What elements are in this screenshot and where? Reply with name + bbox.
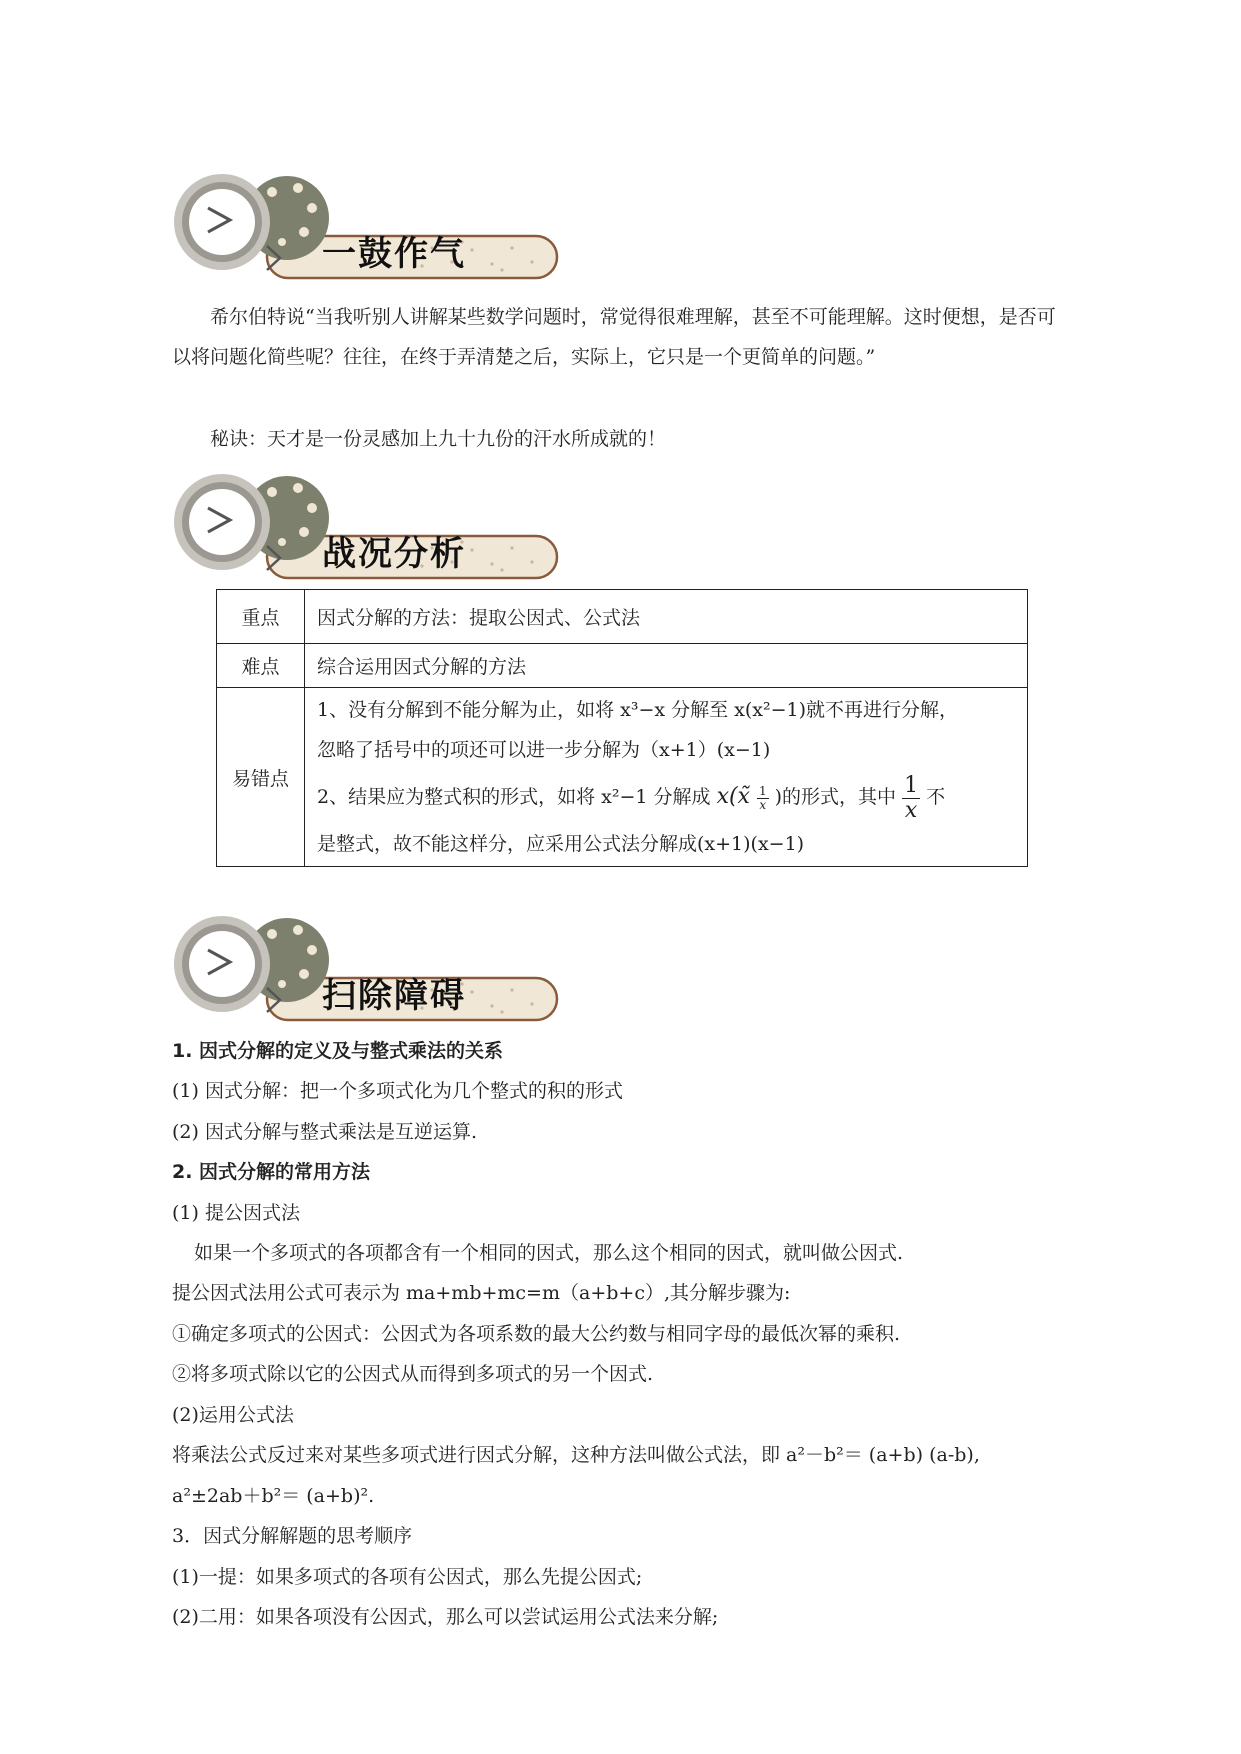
intro-quote: 希尔伯特说“当我听别人讲解某些数学问题时，常觉得很难理解，甚至不可能理解。这时便想，是否可以将问题化简些呢？往往，在终于弄清楚之后，实际上，它只是一个更简单的问题。”: [172, 306, 1056, 368]
table-key: 难点: [217, 644, 305, 688]
content-line: ①确定多项式的公因式：公因式为各项系数的最大公约数与相同字母的最低次幂的乘积.: [172, 1323, 901, 1345]
table-row: [217, 644, 1028, 688]
table-value: 因式分解的方法：提取公因式、公式法: [305, 590, 1028, 644]
analysis-table: [216, 589, 1028, 867]
content-line: (2)二用：如果各项没有公因式，那么可以尝试运用公式法来分解;: [172, 1606, 719, 1628]
content-line: (2) 因式分解与整式乘法是互逆运算.: [172, 1121, 477, 1143]
intro-motto: 秘诀：天才是一份灵感加上九十九份的汗水所成就的！: [210, 428, 667, 450]
mistake-line-4: 是整式，故不能这样分，应采用公式法分解成(x+1)(x−1): [317, 833, 805, 855]
content-line: (1)一提：如果多项式的各项有公因式，那么先提公因式;: [172, 1566, 643, 1588]
table-row: [217, 688, 1028, 867]
heading-2: 2. 因式分解的常用方法: [172, 1161, 371, 1183]
heading-1: 1. 因式分解的定义及与整式乘法的关系: [172, 1040, 504, 1062]
mistake-text: )的形式，其中: [774, 786, 897, 808]
section-title-1: 一鼓作气: [322, 234, 466, 274]
table-value: 综合运用因式分解的方法: [305, 644, 1028, 688]
content-line: 将乘法公式反过来对某些多项式进行因式分解，这种方法叫做公式法，即 a²－b²＝ (a+b) (a-b),: [172, 1444, 980, 1466]
table-value: [305, 688, 1028, 867]
table-key: 易错点: [217, 688, 305, 867]
content-line: (1) 因式分解：把一个多项式化为几个整式的积的形式: [172, 1080, 623, 1102]
math-expression: x(x̃: [716, 784, 757, 809]
section-title-2: 战况分析: [322, 534, 466, 574]
section-header-1: [172, 170, 562, 282]
content-line: 如果一个多项式的各项都含有一个相同的因式，那么这个相同的因式，就叫做公因式.: [194, 1242, 904, 1264]
mistake-line-3: [317, 770, 1015, 824]
fraction: $\frac{1}{x}$: [904, 772, 919, 823]
fraction-small: $\frac{1}{x}$: [758, 783, 767, 812]
mistake-line-1: 1、没有分解到不能分解为止，如将 x³−x 分解至 x(x²−1)就不再进行分解，: [317, 699, 959, 721]
section-title-3: 扫除障碍: [322, 976, 466, 1016]
mistake-text: 2、结果应为整式积的形式，如将 x²−1 分解成: [317, 786, 711, 808]
content-line: 3．因式分解解题的思考顺序: [172, 1525, 413, 1547]
mistake-line-2: 忽略了括号中的项还可以进一步分解为（x+1）(x−1): [317, 739, 771, 761]
content-line: (2)运用公式法: [172, 1404, 294, 1426]
content-line: 提公因式法用公式可表示为 ma+mb+mc=m（a+b+c）,其分解步骤为:: [172, 1282, 791, 1304]
table-key: 重点: [217, 590, 305, 644]
table-row: [217, 590, 1028, 644]
content-line: (1) 提公因式法: [172, 1202, 300, 1224]
content-line: ②将多项式除以它的公因式从而得到多项式的另一个因式.: [172, 1363, 654, 1385]
section-header-3: [172, 912, 562, 1024]
mistake-text: 不: [926, 786, 946, 808]
section-header-2: [172, 470, 562, 582]
content-line: a²±2ab＋b²＝ (a+b)².: [172, 1485, 375, 1507]
